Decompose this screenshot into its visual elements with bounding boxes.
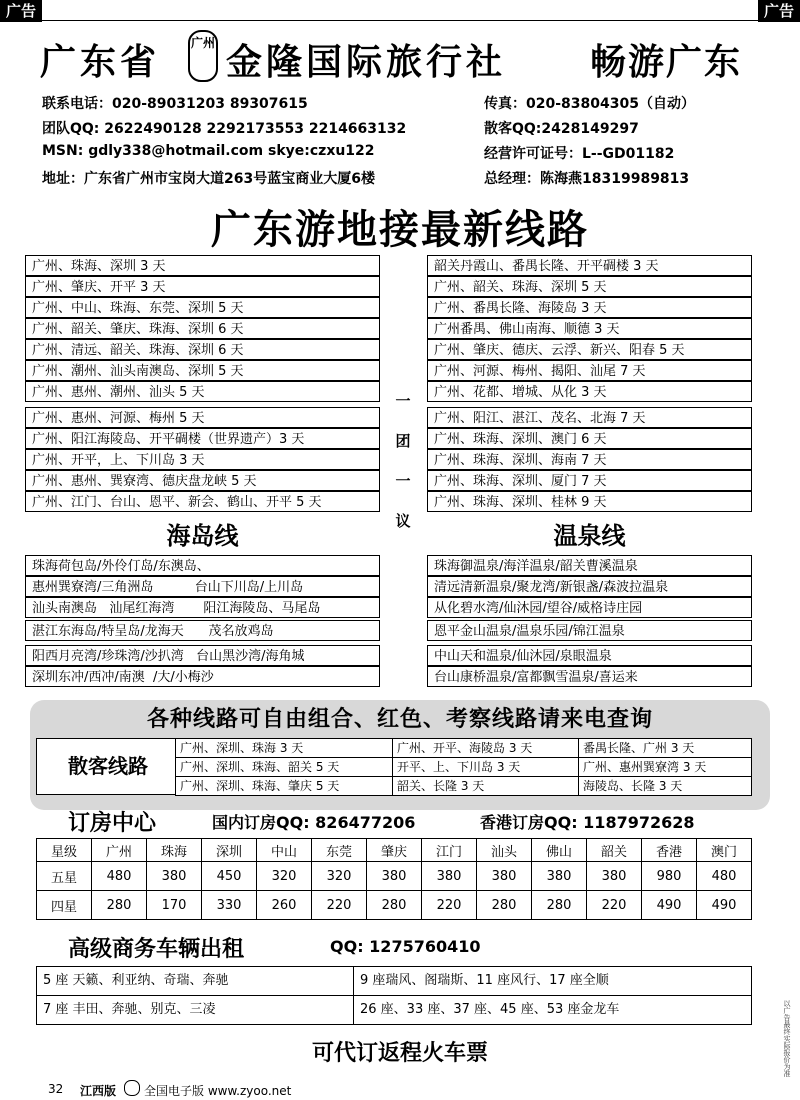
hotel-header-cell: 澳门 xyxy=(697,839,752,862)
hotspring-item: 从化碧水湾/仙沐园/望谷/威格诗庄园 xyxy=(427,597,752,618)
hotel-price-cell: 330 xyxy=(202,891,257,920)
contact-msn: MSN: gdly338@hotmail.com skye:czxu122 xyxy=(42,143,375,159)
main-heading: 广东游地接最新线路 xyxy=(211,206,589,253)
contact-license: 经营许可证号：L--GD01182 xyxy=(484,146,675,162)
route-right-item: 广州、珠海、深圳、海南 7 天 xyxy=(427,449,752,470)
individual-routes-label: 散客线路 xyxy=(36,738,176,795)
contact-manager: 总经理：陈海燕18319989813 xyxy=(484,171,690,187)
island-item: 惠州巽寮湾/三角洲岛 台山下川岛/上川岛 xyxy=(25,576,380,597)
hotel-row xyxy=(37,862,752,891)
route-left-item: 广州、惠州、潮州、汕头 5 天 xyxy=(25,381,380,402)
hotel-row xyxy=(37,891,752,920)
hotel-header-cell: 广州 xyxy=(92,839,147,862)
side-note: 以广告最终实际报价为准 xyxy=(783,1000,791,1077)
zyoo-logo-icon xyxy=(124,1080,140,1096)
island-line-title: 海岛线 xyxy=(166,522,239,550)
hotel-header-cell: 汕头 xyxy=(477,839,532,862)
hotel-price-cell: 380 xyxy=(422,862,477,891)
contact-individual-qq: 散客QQ:2428149297 xyxy=(484,121,639,137)
agency-title xyxy=(30,30,770,83)
hotel-header-cell: 东莞 xyxy=(312,839,367,862)
title-agency-name: 金隆国际旅行社 xyxy=(226,41,507,83)
hotel-price-cell: 280 xyxy=(477,891,532,920)
middle-char-2: 团 xyxy=(395,432,411,450)
hotel-price-cell: 170 xyxy=(147,891,202,920)
island-item: 深圳东冲/西冲/南澳 /大/小梅沙 xyxy=(25,666,380,687)
route-right-item: 广州、河源、梅州、揭阳、汕尾 7 天 xyxy=(427,360,752,381)
title-province: 广东省 xyxy=(40,41,161,83)
hotspring-item: 珠海御温泉/海洋温泉/韶关曹溪温泉 xyxy=(427,555,752,576)
car-rental-label: 高级商务车辆出租 xyxy=(68,937,245,962)
contact-fax: 传真：020-83804305（自动） xyxy=(484,96,695,112)
route-right-item: 广州、珠海、深圳、澳门 6 天 xyxy=(427,428,752,449)
individual-route-cell: 广州、深圳、珠海 3 天 xyxy=(175,738,393,758)
middle-char-4: 议 xyxy=(395,512,411,530)
domestic-booking-qq: 国内订房QQ: 826477206 xyxy=(212,813,416,832)
route-right-item: 广州番禺、佛山南海、顺德 3 天 xyxy=(427,318,752,339)
individual-route-cell: 广州、惠州巽寮湾 3 天 xyxy=(578,757,752,777)
hotel-header-cell: 佛山 xyxy=(532,839,587,862)
hotel-header-cell: 韶关 xyxy=(587,839,642,862)
hotel-price-cell: 220 xyxy=(422,891,477,920)
hotspring-item: 中山天和温泉/仙沐园/泉眼温泉 xyxy=(427,645,752,666)
route-right-item: 广州、珠海、深圳、厦门 7 天 xyxy=(427,470,752,491)
edition-label: 江西版 xyxy=(80,1084,117,1098)
individual-route-cell: 番禺长隆、广州 3 天 xyxy=(578,738,752,758)
hotel-header-cell: 香港 xyxy=(642,839,697,862)
individual-route-cell: 广州、开平、海陵岛 3 天 xyxy=(392,738,579,758)
route-left-item: 广州、肇庆、开平 3 天 xyxy=(25,276,380,297)
page-footer xyxy=(0,1080,800,1100)
page-number: 32 xyxy=(48,1082,64,1096)
hotel-price-cell: 320 xyxy=(312,862,367,891)
hotel-header-cell: 珠海 xyxy=(147,839,202,862)
top-divider xyxy=(0,20,800,21)
individual-route-cell: 广州、深圳、珠海、韶关 5 天 xyxy=(175,757,393,777)
hotel-price-cell: 220 xyxy=(587,891,642,920)
route-left-item: 广州、阳江海陵岛、开平碉楼（世界遗产）3 天 xyxy=(25,428,380,449)
route-left-item: 广州、中山、珠海、东莞、深圳 5 天 xyxy=(25,297,380,318)
contact-phone: 联系电话：020-89031203 89307615 xyxy=(42,96,308,112)
car-item-large-bus: 26 座、33 座、37 座、45 座、53 座金龙车 xyxy=(353,995,752,1025)
route-right-item: 广州、番禺长隆、海陵岛 3 天 xyxy=(427,297,752,318)
hotspring-item: 台山康桥温泉/富都飘雪温泉/喜运来 xyxy=(427,666,752,687)
middle-char-3: 一 xyxy=(395,472,411,490)
route-right-item: 广州、肇庆、德庆、云浮、新兴、阳春 5 天 xyxy=(427,339,752,360)
title-city-badge: 广州 xyxy=(188,30,218,82)
hotel-price-cell: 380 xyxy=(367,862,422,891)
hotel-price-cell: 490 xyxy=(642,891,697,920)
hotel-price-cell: 380 xyxy=(147,862,202,891)
hotel-price-table xyxy=(36,838,752,920)
route-left-item: 广州、惠州、河源、梅州 5 天 xyxy=(25,407,380,428)
hotel-price-cell: 480 xyxy=(92,862,147,891)
hotel-header-cell: 中山 xyxy=(257,839,312,862)
individual-route-cell: 韶关、长隆 3 天 xyxy=(392,776,579,796)
hotel-header-cell: 星级 xyxy=(37,839,92,862)
island-item: 汕头南澳岛 汕尾红海湾 阳江海陵岛、马尾岛 xyxy=(25,597,380,618)
individual-route-cell: 开平、上、下川岛 3 天 xyxy=(392,757,579,777)
hotel-price-cell: 260 xyxy=(257,891,312,920)
route-left-item: 广州、韶关、肇庆、珠海、深圳 6 天 xyxy=(25,318,380,339)
hotel-price-cell: 380 xyxy=(532,862,587,891)
individual-route-cell: 广州、深圳、珠海、肇庆 5 天 xyxy=(175,776,393,796)
island-item: 珠海荷包岛/外伶仃岛/东澳岛、 xyxy=(25,555,380,576)
booking-center-label: 订房中心 xyxy=(68,811,157,836)
island-item: 湛江东海岛/特呈岛/龙海天 茂名放鸡岛 xyxy=(25,620,380,641)
hotel-header-cell: 深圳 xyxy=(202,839,257,862)
hotel-price-cell: 280 xyxy=(532,891,587,920)
hotel-header-cell: 江门 xyxy=(422,839,477,862)
hotspring-item: 恩平金山温泉/温泉乐园/锦江温泉 xyxy=(427,620,752,641)
route-left-item: 广州、惠州、巽寮湾、德庆盘龙峡 5 天 xyxy=(25,470,380,491)
hotel-price-cell: 280 xyxy=(92,891,147,920)
hk-booking-qq: 香港订房QQ: 1187972628 xyxy=(480,813,695,832)
route-right-item: 广州、韶关、珠海、深圳 5 天 xyxy=(427,276,752,297)
hotel-price-cell: 380 xyxy=(477,862,532,891)
hotel-price-cell: 五星 xyxy=(37,862,92,891)
route-left-item: 广州、珠海、深圳 3 天 xyxy=(25,255,380,276)
route-left-item: 广州、潮州、汕头南澳岛、深圳 5 天 xyxy=(25,360,380,381)
hotel-price-cell: 490 xyxy=(697,891,752,920)
hotel-price-cell: 280 xyxy=(367,891,422,920)
hotel-price-cell: 320 xyxy=(257,862,312,891)
hotel-header-cell: 肇庆 xyxy=(367,839,422,862)
hotel-price-cell: 220 xyxy=(312,891,367,920)
route-right-item: 广州、阳江、湛江、茂名、北海 7 天 xyxy=(427,407,752,428)
contact-team-qq: 团队QQ: 2622490128 2292173553 2214663132 xyxy=(42,121,407,137)
hotel-price-cell: 450 xyxy=(202,862,257,891)
route-left-item: 广州、清远、韶关、珠海、深圳 6 天 xyxy=(25,339,380,360)
route-right-item: 韶关丹霞山、番禺长隆、开平碉楼 3 天 xyxy=(427,255,752,276)
website-link[interactable]: 全国电子版 www.zyoo.net xyxy=(144,1084,292,1098)
car-item-9-seat: 9 座瑞风、阁瑞斯、11 座风行、17 座全顺 xyxy=(353,966,752,996)
car-rental-qq: QQ: 1275760410 xyxy=(330,937,481,956)
hotel-price-cell: 380 xyxy=(587,862,642,891)
car-item-5-seat: 5 座 天籁、利亚纳、奇瑞、奔驰 xyxy=(36,966,354,996)
title-slogan: 畅游广东 xyxy=(590,41,743,83)
contact-address: 地址：广东省广州市宝岗大道263号蓝宝商业大厦6楼 xyxy=(42,171,375,187)
car-item-7-seat: 7 座 丰田、奔驰、别克、三凌 xyxy=(36,995,354,1025)
route-right-item: 广州、花都、增城、从化 3 天 xyxy=(427,381,752,402)
hotel-price-cell: 480 xyxy=(697,862,752,891)
custom-routes-banner: 各种线路可自由组合、红色、考察线路请来电查询 xyxy=(146,707,653,732)
ad-tag-right: 广告 xyxy=(758,0,800,22)
island-item: 阳西月亮湾/珍珠湾/沙扒湾 台山黑沙湾/海角城 xyxy=(25,645,380,666)
ad-tag-left: 广告 xyxy=(0,0,42,22)
route-left-item: 广州、江门、台山、恩平、新会、鹤山、开平 5 天 xyxy=(25,491,380,512)
train-ticket-note: 可代订返程火车票 xyxy=(311,1041,488,1066)
middle-char-1: 一 xyxy=(395,392,411,410)
hotspring-item: 清远清新温泉/聚龙湾/新银盏/森波拉温泉 xyxy=(427,576,752,597)
hotel-price-cell: 980 xyxy=(642,862,697,891)
route-left-item: 广州、开平，上、下川岛 3 天 xyxy=(25,449,380,470)
hotel-price-cell: 四星 xyxy=(37,891,92,920)
individual-route-cell: 海陵岛、长隆 3 天 xyxy=(578,776,752,796)
route-right-item: 广州、珠海、深圳、桂林 9 天 xyxy=(427,491,752,512)
hotspring-line-title: 温泉线 xyxy=(553,522,626,550)
